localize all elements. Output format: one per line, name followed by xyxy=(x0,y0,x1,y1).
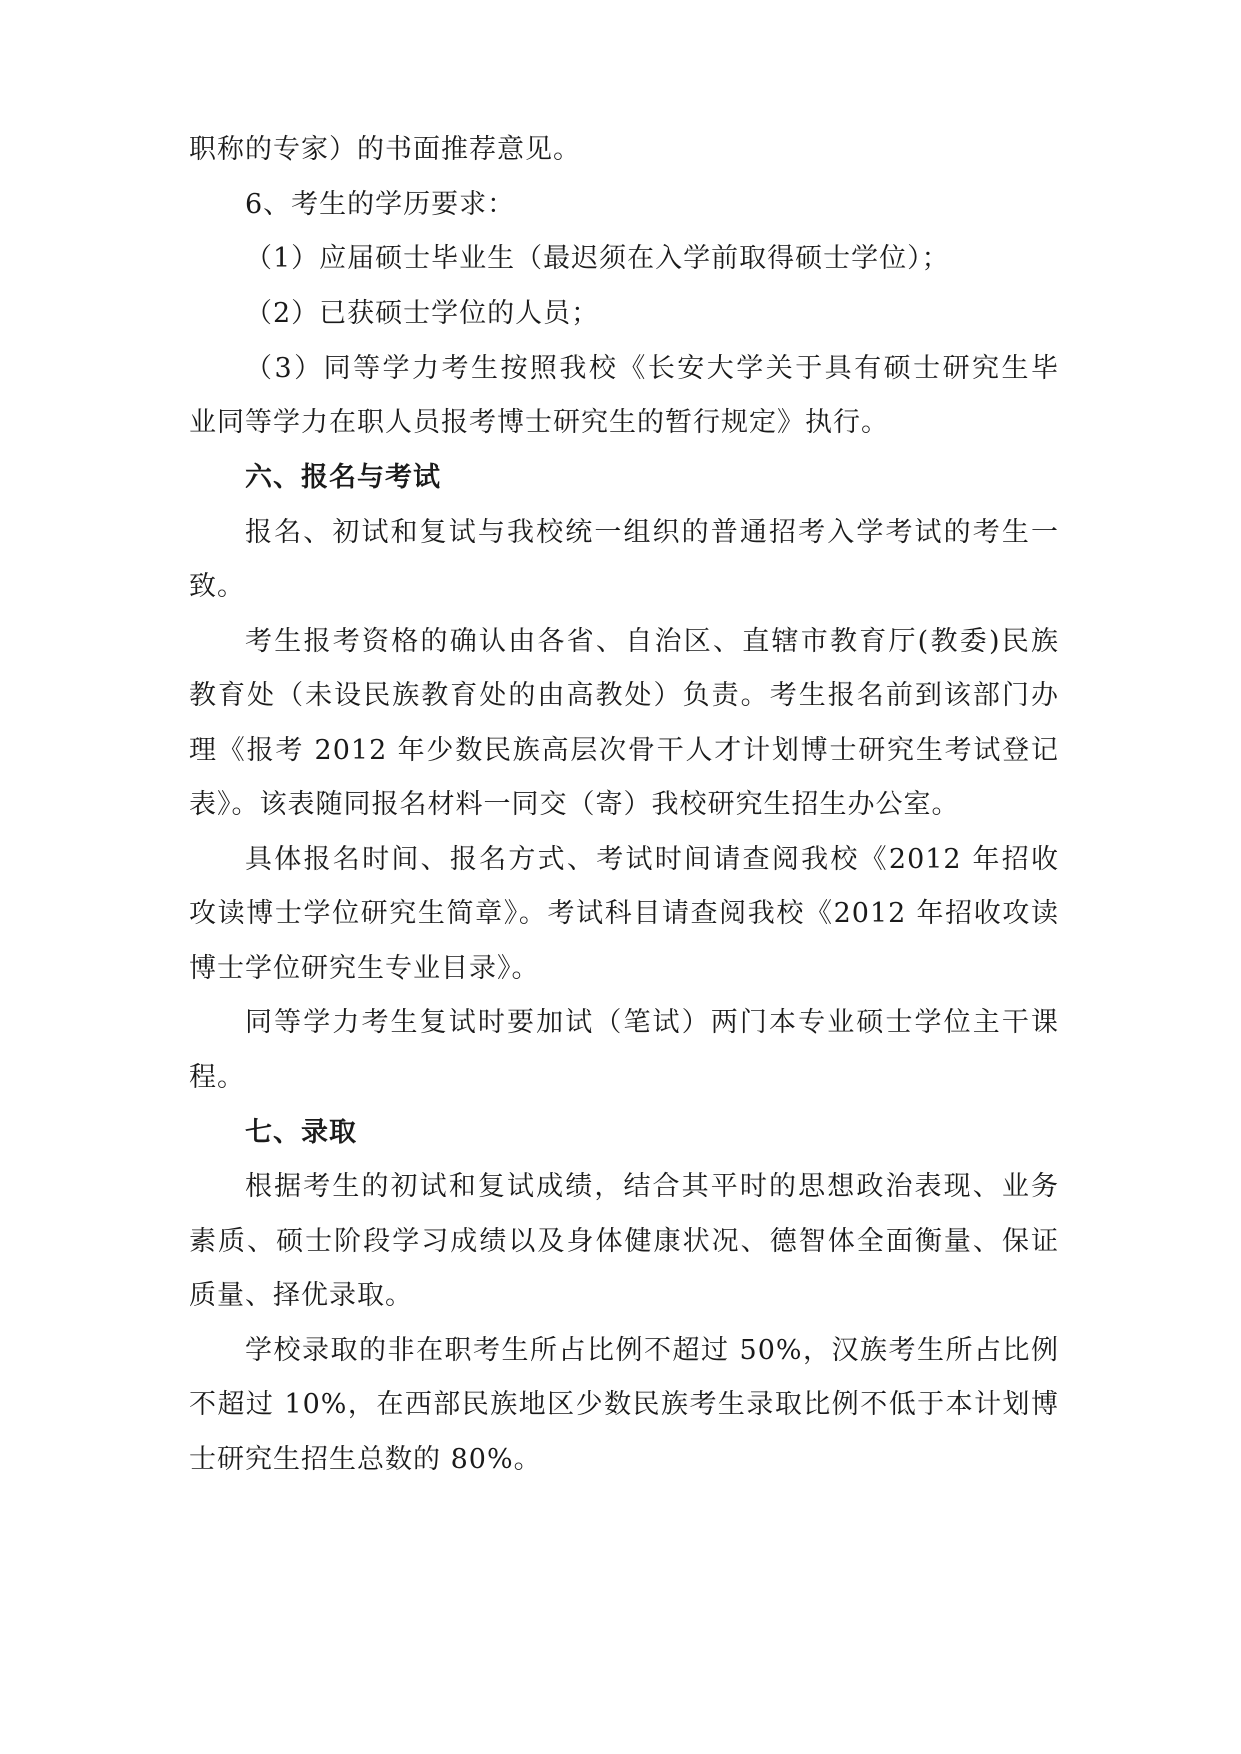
text-line: 业同等学力在职人员报考博士研究生的暂行规定》执行。 xyxy=(189,407,889,438)
text-line: 质量、择优录取。 xyxy=(189,1280,413,1311)
text-line: 根据考生的初试和复试成绩，结合其平时的思想政治表现、业务 xyxy=(245,1171,1059,1202)
text-line: 程。 xyxy=(189,1062,245,1093)
text-line: 士研究生招生总数的 80%。 xyxy=(189,1444,542,1475)
text-line: 学校录取的非在职考生所占比例不超过 50%，汉族考生所占比例 xyxy=(245,1335,1059,1366)
text-line: 素质、硕士阶段学习成绩以及身体健康状况、德智体全面衡量、保证 xyxy=(189,1226,1059,1257)
text-line: 博士学位研究生专业目录》。 xyxy=(189,953,540,984)
text-line: 不超过 10%，在西部民族地区少数民族考生录取比例不低于本计划博 xyxy=(189,1389,1059,1420)
text-line: 攻读博士学位研究生简章》。考试科目请查阅我校《2012 年招收攻读 xyxy=(189,898,1059,929)
text-line: 6、考生的学历要求： xyxy=(245,189,516,220)
text-line: （1）应届硕士毕业生（最迟须在入学前取得硕士学位）； xyxy=(245,243,950,274)
text-line: 致。 xyxy=(189,571,245,602)
text-line: 职称的专家）的书面推荐意见。 xyxy=(189,134,581,165)
text-line: 教育处（未设民族教育处的由高教处）负责。考生报名前到该部门办 xyxy=(189,680,1059,711)
text-line: 考生报考资格的确认由各省、自治区、直辖市教育厅(教委)民族 xyxy=(245,626,1059,657)
section-heading: 六、报名与考试 xyxy=(245,462,441,493)
text-line: 表》。该表随同报名材料一同交（寄）我校研究生招生办公室。 xyxy=(189,789,960,820)
text-line: 具体报名时间、报名方式、考试时间请查阅我校《2012 年招收 xyxy=(245,844,1059,875)
text-line: 报名、初试和复试与我校统一组织的普通招考入学考试的考生一 xyxy=(245,517,1059,548)
text-line: 理《报考 2012 年少数民族高层次骨干人才计划博士研究生考试登记 xyxy=(189,735,1059,766)
section-heading: 七、录取 xyxy=(245,1117,357,1148)
text-line: （2）已获硕士学位的人员； xyxy=(245,298,600,329)
text-line: 同等学力考生复试时要加试（笔试）两门本专业硕士学位主干课 xyxy=(245,1007,1059,1038)
text-line: （3）同等学力考生按照我校《长安大学关于具有硕士研究生毕 xyxy=(245,353,1059,384)
